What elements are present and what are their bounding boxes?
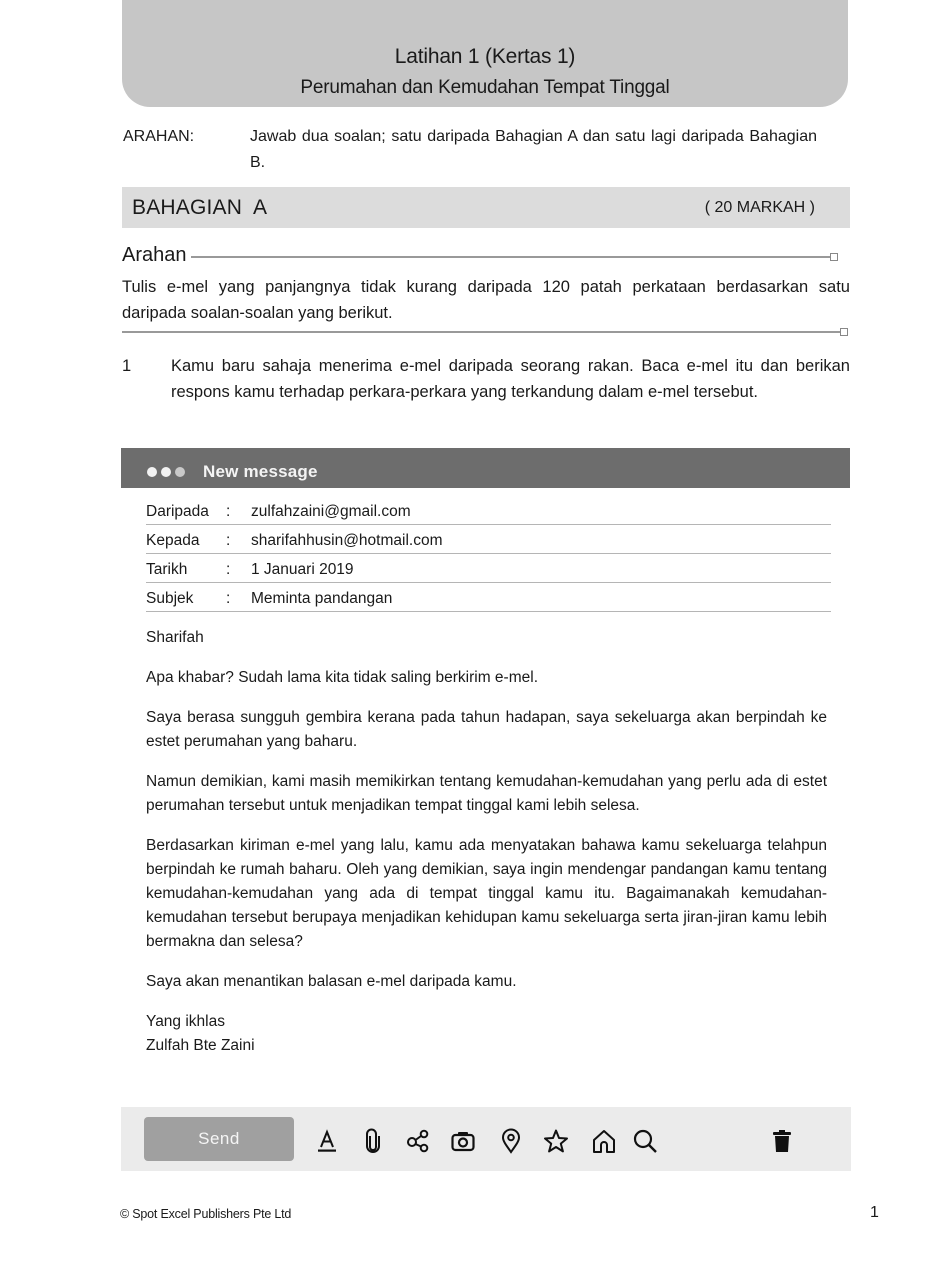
send-button[interactable]: Send [144,1117,294,1161]
window-dot-icon[interactable] [161,467,171,477]
share-icon[interactable] [404,1127,432,1155]
copyright-notice: © Spot Excel Publishers Pte Ltd [120,1207,292,1221]
email-window-titlebar [121,448,850,488]
page-number: 1 [870,1204,879,1221]
divider-end-marker [830,253,838,261]
search-icon[interactable] [631,1127,659,1155]
email-paragraph: Apa khabar? Sudah lama kita tidak saling berkirim e-mel. [146,669,538,686]
section-marks: ( 20 MARKAH ) [704,198,815,216]
field-from [146,496,831,525]
text-format-icon[interactable] [313,1127,341,1155]
window-controls [147,467,185,477]
email-signature: Zulfah Bte Zaini [146,1037,255,1054]
window-dot-icon[interactable] [147,467,157,477]
instructions-text: Jawab dua soalan; satu daripada Bahagian A dan satu lagi daripada Bahagian B. [250,128,817,171]
section-header [122,187,850,228]
location-pin-icon[interactable] [497,1127,525,1155]
email-header-fields [146,496,831,612]
divider [191,256,831,258]
general-instructions [123,124,817,176]
field-colon: : [226,560,231,578]
paperclip-icon[interactable] [359,1127,387,1155]
field-to [146,525,831,554]
divider-end-marker [840,328,848,336]
email-paragraph: Saya berasa sungguh gembira kerana pada tahun hadapan, saya sekeluarga akan berpindah ke estet perumahan yang baharu. [146,709,827,750]
window-dot-icon[interactable] [175,467,185,477]
divider [122,331,840,333]
question-1 [122,353,850,405]
page-subtitle: Perumahan dan Kemudahan Tempat Tinggal [300,77,670,98]
instructions-label: ARAHAN: [123,128,195,145]
email-body[interactable] [146,626,827,1058]
star-icon[interactable] [542,1127,570,1155]
to-field[interactable]: sharifahhusin@hotmail.com [251,531,443,549]
field-colon: : [226,502,231,520]
subject-field[interactable]: Meminta pandangan [251,589,393,607]
divider-row [122,327,848,337]
camera-icon[interactable] [449,1127,477,1155]
email-paragraph: Saya akan menantikan balasan e-mel daripada kamu. [146,973,517,990]
home-icon[interactable] [590,1127,618,1155]
arahan-heading: Arahan [122,243,187,266]
date-field[interactable]: 1 Januari 2019 [251,560,354,578]
email-closing: Yang ikhlas [146,1013,225,1030]
section-name: BAHAGIAN A [132,195,268,219]
field-subject [146,583,831,612]
email-paragraph: Berdasarkan kiriman e-mel yang lalu, kamu ada menyatakan bahawa kamu sekeluarga telahpun berpindah ke rumah baharu. Oleh yang demikian, saya ingin mendengar pandangan kamu tentang kemudahan-kemudahan yang ada di tempat tinggal kamu itu. Bagaimanakah kemudahan-kemudahan tersebut berupaya menjadikan kehidupan kamu sekeluarga serta jiran-jiran kamu lebih bermakna dan selesa? [146,837,827,950]
email-toolbar [121,1107,851,1171]
question-text: Kamu baru sahaja menerima e-mel daripada seorang rakan. Baca e-mel itu dan berikan respons kamu terhadap perkara-perkara yang terkandung dalam e-mel tersebut. [171,357,850,401]
title-banner [122,0,848,107]
arahan-text: Tulis e-mel yang panjangnya tidak kurang daripada 120 patah perkataan berdasarkan satu daripada soalan-soalan yang berikut. [122,278,850,322]
field-label: Subjek [146,589,194,607]
email-window-title: New message [203,462,318,481]
field-label: Tarikh [146,560,188,578]
page-title: Latihan 1 (Kertas 1) [394,45,576,68]
email-paragraph: Namun demikian, kami masih memikirkan tentang kemudahan-kemudahan yang perlu ada di estet perumahan tersebut untuk menjadikan tempat tinggal kami lebih selesa. [146,773,827,814]
email-greeting: Sharifah [146,629,204,646]
field-label: Daripada [146,502,209,520]
field-label: Kepada [146,531,200,549]
from-field[interactable]: zulfahzaini@gmail.com [251,502,411,520]
field-date [146,554,831,583]
arahan-heading-row [122,242,838,268]
field-colon: : [226,589,231,607]
field-colon: : [226,531,231,549]
question-number: 1 [122,357,132,375]
trash-icon[interactable] [768,1127,796,1155]
